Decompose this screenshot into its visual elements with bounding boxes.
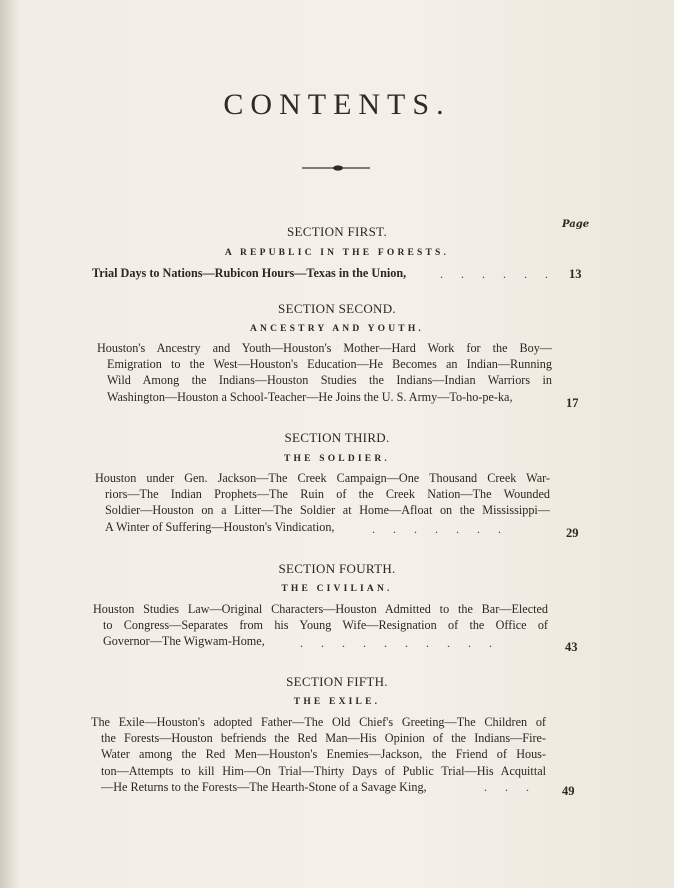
page-number: 13 [569,267,582,281]
contents-line: Houston's Ancestry and Youth—Houston's Mother—Hard Work for the Boy— [97,341,552,355]
contents-line: A Winter of Suffering—Houston's Vindication, [105,519,335,534]
contents-line: riors—The Indian Prophets—The Ruin of the Creek Nation—The Wounded [105,487,550,502]
contents-line: to Congress—Separates from his Young Wife—Resignation of the Office of [103,618,548,633]
contents-line: —He Returns to the Forests—The Hearth-Stone of a Savage King, [101,779,427,794]
section-contents [92,265,472,281]
contents-line: Houston Studies Law—Original Characters—Houston Admitted to the Bar—Elected [93,602,548,616]
page-column-label: Page [562,219,590,230]
section-subheading: THE SOLDIER. [284,454,390,464]
contents-line: Soldier—Houston on a Litter—The Soldier at Home—Afloat on the Mississippi— [105,503,550,518]
page-title: CONTENTS. [223,88,451,121]
leader-dots: .......... [300,636,510,650]
section-subheading: THE EXILE. [293,697,381,707]
section-heading: SECTION SECOND. [278,301,396,316]
leader-dots: ...... [440,267,566,281]
section-contents [91,714,546,795]
page-number: 17 [566,396,579,410]
contents-line: ton—Attempts to kill Him—On Trial—Thirty Days of Public Trial—His Acquittal [101,763,546,778]
contents-line: Water among the Red Men—Houston's Enemies—Jackson, the Friend of Hous- [101,747,546,762]
section-subheading: THE CIVILIAN. [281,584,393,594]
contents-line: the Forests—Houston befriends the Red Man—His Opinion of the Indians—Fire- [101,731,546,746]
contents-line: Trial Days to Nations—Rubicon Hours—Texas in the Union, [92,266,407,280]
ornament-rule-icon [300,164,372,172]
section-heading: SECTION FOURTH. [278,561,396,576]
page-number: 29 [566,526,579,540]
contents-line: Houston under Gen. Jackson—The Creek Campaign—One Thousand Creek War- [95,471,550,485]
leader-dots: ....... [372,522,519,536]
contents-line: Emigration to the West—Houston's Education—He Becomes an Indian—Running [107,357,552,372]
contents-line: The Exile—Houston's adopted Father—The Old Chief's Greeting—The Children of [91,715,546,729]
section-subheading: ANCESTRY AND YOUTH. [249,324,425,334]
section-contents [97,340,552,405]
section-heading: SECTION FIRST. [286,224,388,239]
section-heading: SECTION FIFTH. [286,674,388,689]
section-heading: SECTION THIRD. [284,430,390,445]
page-number: 49 [562,784,575,798]
page-number: 43 [565,640,578,654]
contents-line: Wild Among the Indians—Houston Studies the Indians—Indian Warriors in [107,373,552,388]
leader-dots: ... [484,780,547,794]
contents-line: Washington—Houston a School-Teacher—He Joins the U. S. Army—To-ho-pe-ka, [107,389,513,404]
contents-line: Governor—The Wigwam-Home, [103,634,265,649]
section-subheading: A REPUBLIC IN THE FORESTS. [224,248,450,258]
